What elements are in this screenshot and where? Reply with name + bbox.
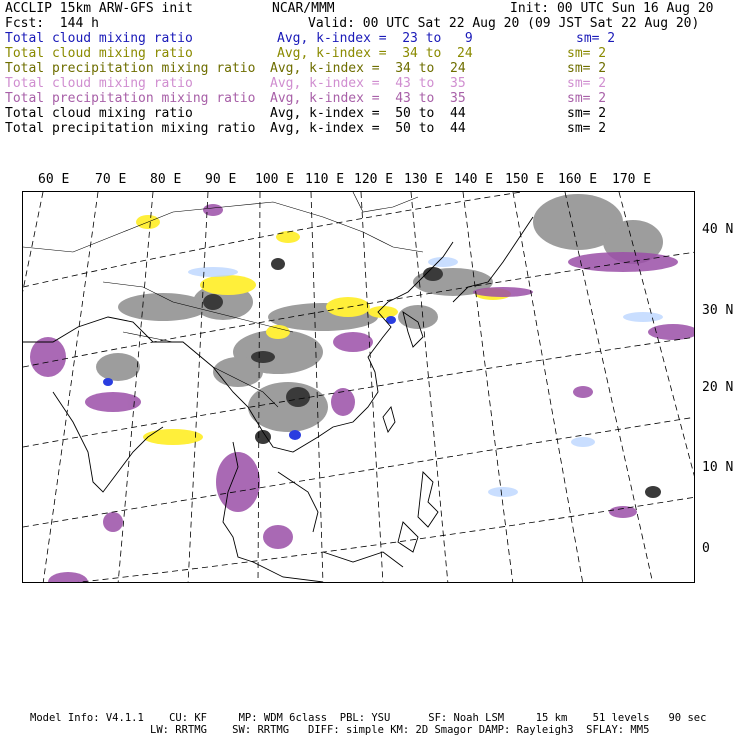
field-smoothing: sm= 2 xyxy=(576,31,616,46)
field-smoothing: sm= 2 xyxy=(567,76,607,91)
field-smoothing: sm= 2 xyxy=(567,106,607,121)
field-avg-kindex: Avg, k-index = 43 to 35 xyxy=(270,91,466,106)
lat-label: 40 N xyxy=(702,222,734,237)
field-name: Total precipitation mixing ratio xyxy=(5,121,256,136)
field-name: Total cloud mixing ratio xyxy=(5,76,193,91)
field-name: Total cloud mixing ratio xyxy=(5,31,193,46)
field-name: Total cloud mixing ratio xyxy=(5,46,193,61)
field-avg-kindex: Avg, k-index = 50 to 44 xyxy=(270,121,466,136)
lon-label: 70 E xyxy=(95,172,127,187)
lon-label: 130 E xyxy=(404,172,444,187)
forecast-hour: Fcst: 144 h xyxy=(5,16,99,31)
model-title: ACCLIP 15km ARW-GFS init xyxy=(5,1,193,16)
field-name: Total precipitation mixing ratio xyxy=(5,61,256,76)
lat-label: 20 N xyxy=(702,380,734,395)
model-info-line2: LW: RRTMG SW: RRTMG DIFF: simple KM: 2D Smagor DAMP: Rayleigh3 SFLAY: MM5 xyxy=(150,724,650,736)
lon-label: 80 E xyxy=(150,172,182,187)
lon-label: 60 E xyxy=(38,172,70,187)
map-canvas xyxy=(23,192,695,583)
field-smoothing: sm= 2 xyxy=(567,91,607,106)
lon-label: 160 E xyxy=(558,172,598,187)
field-name: Total precipitation mixing ratio xyxy=(5,91,256,106)
field-avg-kindex: Avg, k-index = 50 to 44 xyxy=(270,106,466,121)
lon-label: 90 E xyxy=(205,172,237,187)
field-avg-kindex: Avg, k-index = 43 to 35 xyxy=(270,76,466,91)
field-name: Total cloud mixing ratio xyxy=(5,106,193,121)
init-time: Init: 00 UTC Sun 16 Aug 20 xyxy=(510,1,714,16)
field-smoothing: sm= 2 xyxy=(567,121,607,136)
lon-label: 120 E xyxy=(354,172,394,187)
field-avg-kindex: Avg, k-index = 23 to 9 xyxy=(277,31,473,46)
org-label: NCAR/MMM xyxy=(272,1,335,16)
valid-time: Valid: 00 UTC Sat 22 Aug 20 (09 JST Sat 22 Aug 20) xyxy=(308,16,700,31)
field-avg-kindex: Avg, k-index = 34 to 24 xyxy=(270,61,466,76)
lon-label: 150 E xyxy=(505,172,545,187)
lat-label: 0 xyxy=(702,541,710,556)
map-panel xyxy=(22,191,695,583)
field-smoothing: sm= 2 xyxy=(567,46,607,61)
lat-label: 10 N xyxy=(702,460,734,475)
field-smoothing: sm= 2 xyxy=(567,61,607,76)
lon-label: 140 E xyxy=(454,172,494,187)
model-info-line1: Model Info: V4.1.1 CU: KF MP: WDM 6class PBL: YSU SF: Noah LSM 15 km 51 levels 90 sec xyxy=(30,712,707,724)
lon-label: 100 E xyxy=(255,172,295,187)
lat-label: 30 N xyxy=(702,303,734,318)
lon-label: 110 E xyxy=(305,172,345,187)
lon-label: 170 E xyxy=(612,172,652,187)
field-avg-kindex: Avg, k-index = 34 to 24 xyxy=(277,46,473,61)
